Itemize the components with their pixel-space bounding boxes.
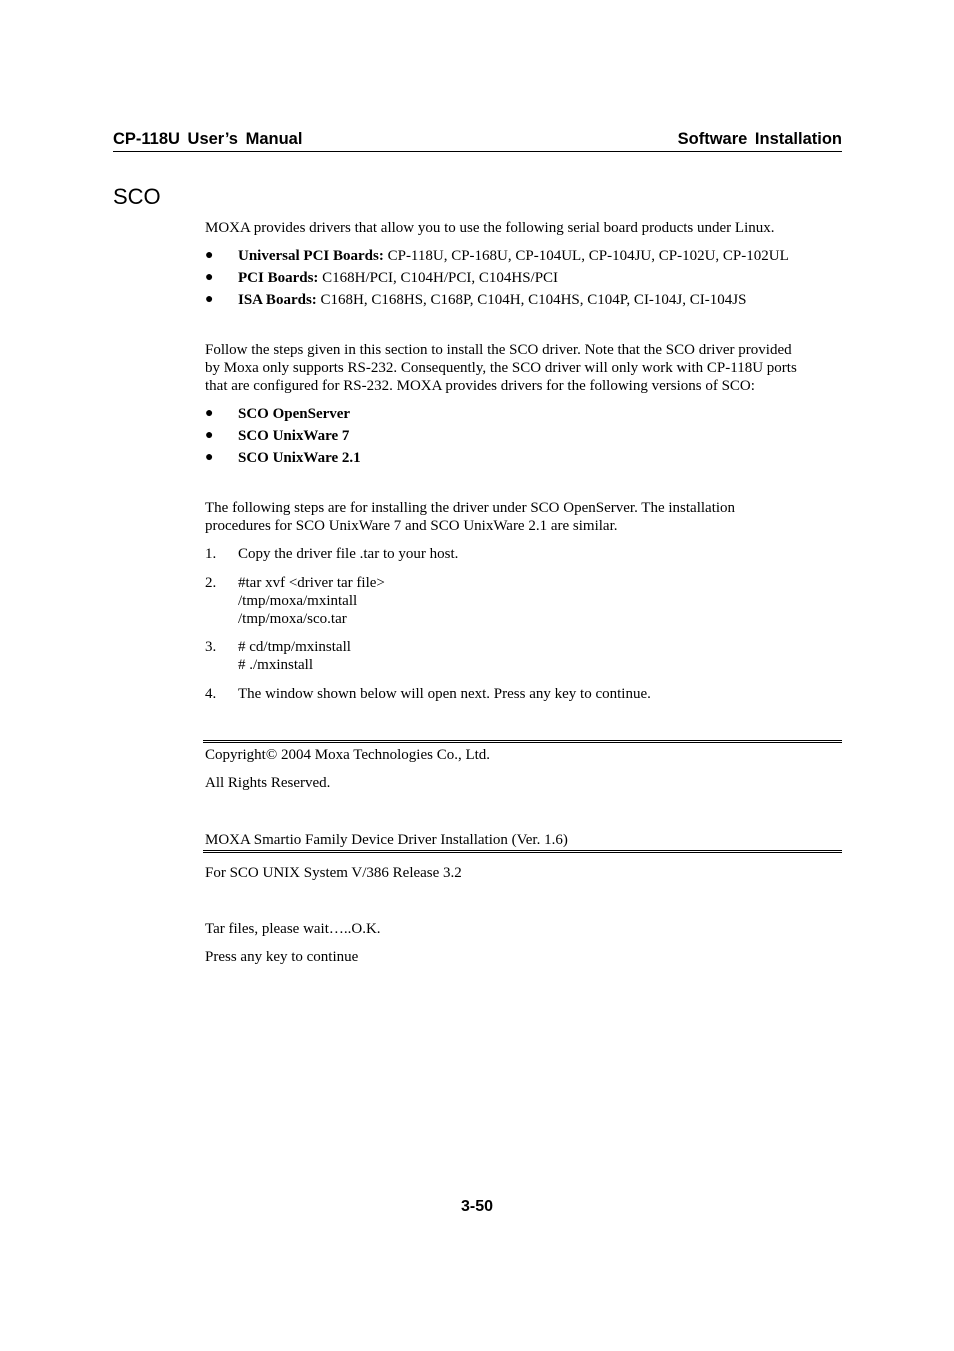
double-divider [203,740,842,743]
double-divider [203,850,842,853]
list-item [205,247,845,269]
board-models: CP-118U, CP-168U, CP-104UL, CP-104JU, CP-102U, CP-102UL [383,248,789,264]
intro-paragraph: MOXA provides drivers that allow you to use the following serial board products under Linux. [205,220,775,236]
bullet-icon: ● [205,248,214,263]
bullet-icon: ● [205,406,214,421]
steps-intro-paragraph [205,499,845,535]
version-name: SCO UnixWare 7 [238,428,350,444]
paragraph-line: Follow the steps given in this section to install the SCO driver. Note that the SCO driver provided [205,342,792,358]
step-number: 2. [205,575,217,591]
bullet-icon: ● [205,450,214,465]
section-heading: SCO [113,184,161,209]
bullet-icon: ● [205,428,214,443]
step-number: 4. [205,686,217,702]
rights-text: All Rights Reserved. [205,775,331,791]
step-number: 1. [205,546,217,562]
tar-status-text: Tar files, please wait…..O.K. [205,921,381,937]
step-text: /tmp/moxa/sco.tar [238,611,347,627]
list-item [205,405,845,427]
paragraph-line: procedures for SCO UnixWare 7 and SCO UnixWare 2.1 are similar. [205,518,618,534]
step-text: /tmp/moxa/mxintall [238,593,358,609]
list-item [205,427,845,449]
sco-version-list [205,405,845,471]
board-models: C168H, C168HS, C168P, C104H, C104HS, C104P, CI-104J, CI-104JS [316,292,747,308]
board-label: PCI Boards: [238,270,319,286]
step-text: #tar xvf <driver tar file> [238,575,385,591]
header-section-title: Software Installation [677,130,842,148]
version-name: SCO UnixWare 2.1 [238,450,361,466]
installer-title: MOXA Smartio Family Device Driver Installation (Ver. 1.6) [205,832,568,848]
board-list [205,247,845,313]
follow-paragraph [205,341,845,395]
bullet-icon: ● [205,270,214,285]
page-number: 3-50 [460,1198,494,1215]
version-name: SCO OpenServer [238,406,351,422]
board-label: ISA Boards: [238,292,317,308]
step-text: The window shown below will open next. Press any key to continue. [238,686,651,702]
press-key-prompt: Press any key to continue [205,949,359,965]
step-text: # cd/tmp/mxinstall [238,639,351,655]
paragraph-line: The following steps are for installing the driver under SCO OpenServer. The installation [205,500,736,516]
list-item [205,291,845,313]
list-item [205,269,845,291]
bullet-icon: ● [205,292,214,307]
paragraph-line: by Moxa only supports RS-232. Consequently, the SCO driver will only work with CP-118U ports [205,360,797,376]
copyright-text: Copyright© 2004 Moxa Technologies Co., Ltd. [205,747,491,763]
step-number: 3. [205,639,217,655]
step-text: Copy the driver file .tar to your host. [238,546,459,562]
board-label: Universal PCI Boards: [238,248,384,264]
paragraph-line: that are configured for RS-232. MOXA provides drivers for the following versions of SCO: [205,378,755,394]
list-item [205,449,845,471]
step-text: # ./mxinstall [238,657,313,673]
header-manual-title: CP-118U User’s Manual [113,130,303,148]
page-header [113,129,842,152]
board-models: C168H/PCI, C104H/PCI, C104HS/PCI [318,270,559,286]
system-text: For SCO UNIX System V/386 Release 3.2 [205,865,462,881]
